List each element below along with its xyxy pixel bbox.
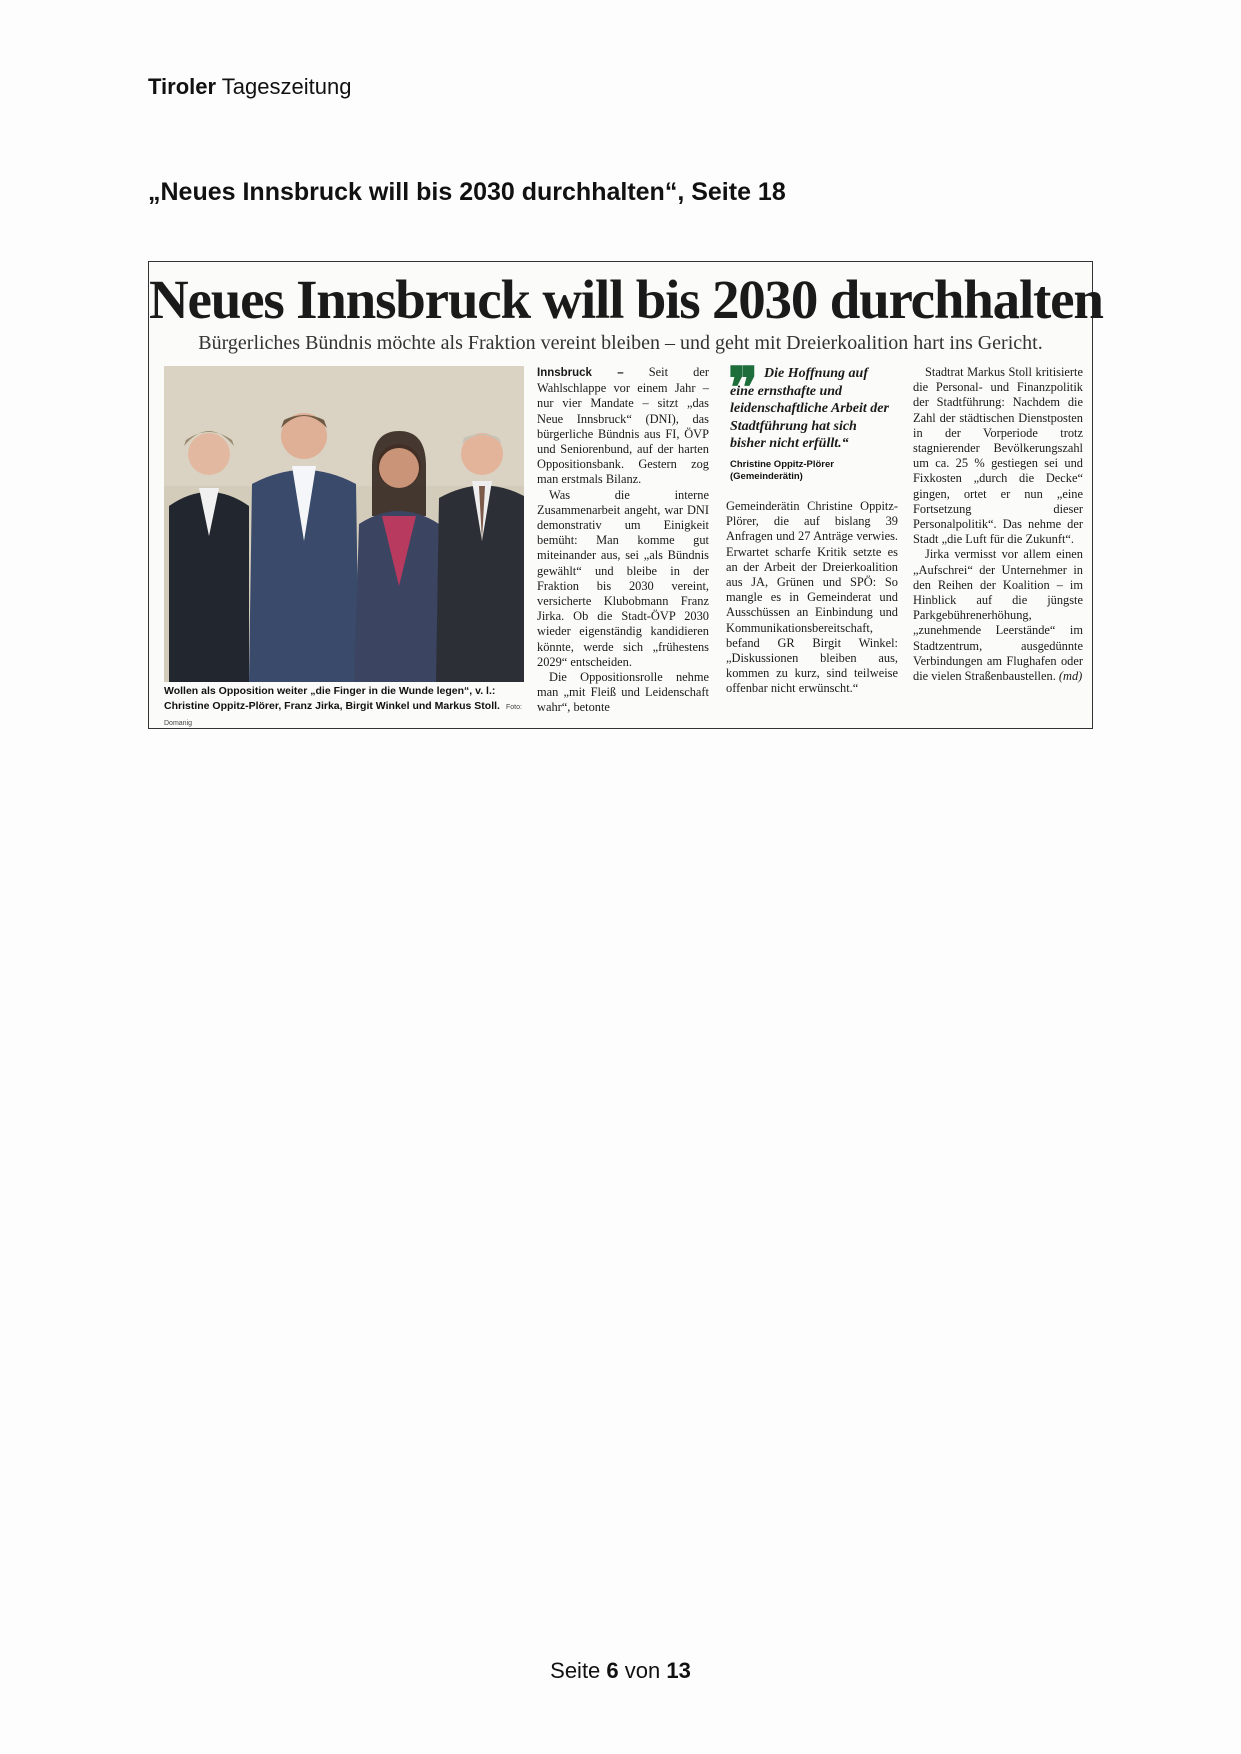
- column-3-paragraph-2: Jirka vermisst vor allem einen „Aufschrei“ der Unternehmer in den Reihen der Koalition – im Hinblick auf die jüngste Parkgebührenerhöhung, „zunehmende Leerstände“ im Stadtzentrum, ausgedünnte Verbindungen am Flughafen oder die vielen Straßenbaustellen.: [913, 547, 1083, 684]
- quote-mark-icon: ❞: [728, 358, 759, 420]
- footer-prefix: Seite: [550, 1658, 607, 1683]
- quote-author-name: Christine Oppitz-Plörer: [730, 459, 834, 470]
- column-1-paragraph-2: Was die interne Zusammenarbeit angeht, war DNI demonstrativ um Einigkeit bemüht: Man komme gut miteinander aus, sei „als Bündnis gewählt“ und bleibe in der Fraktion bis 2030 vereint, versicherte Klubobmann Franz Jirka. Ob die Stadt-ÖVP 2030 wieder eigenständig kandidieren könnte, werde sich „frühestens 2029“ entscheiden.: [537, 487, 709, 669]
- newspaper-name-bold: Tiroler: [148, 74, 217, 99]
- caption-text: Wollen als Opposition weiter „die Finger in die Wunde legen“, v. l.: Christine Oppitz-Plörer, Franz Jirka, Birgit Winkel und Markus Stoll.: [164, 685, 500, 712]
- column-1-paragraph-3: Die Oppositionsrolle nehme man „mit Fleiß und Leidenschaft wahr“, betonte: [537, 670, 709, 715]
- column-1-paragraph-1: Seit der Wahlschlappe vor einem Jahr – nur vier Mandate – sitzt „das Neue Innsbruck“ (DNI), das bürgerliche Bündnis aus FI, ÖVP und Seniorenbund, auf der harten Oppositionsbank. Gestern zog man erstmals Bilanz.: [537, 365, 709, 487]
- column-2-paragraph-1: Gemeinderätin Christine Oppitz-Plörer, die auf bislang 39 Anfragen und 27 Anträge verwies. Erwartet scharfe Kritik setzte es an der Arbeit der Dreierkoalition aus JA, Grünen und SPÖ: So mangle es in Gemeinderat und Ausschüssen an Einbindung und Kommunikationsbereitschaft, befand GR Birgit Winkel: „Diskussionen bleiben aus, kommen zu kurz, sind teilweise offenbar nicht erwünscht.“: [726, 499, 898, 696]
- pull-quote-author: [730, 459, 834, 483]
- footer-page-total: 13: [666, 1658, 691, 1683]
- photo-caption: [164, 684, 526, 731]
- quote-author-role: (Gemeinderätin): [730, 471, 803, 482]
- article-column-3: [913, 365, 1083, 684]
- pull-quote-text: Die Hoffnung auf eine ernsthafte und leidenschaftliche Arbeit der Stadtführung hat sich bisher nicht erfüllt.“: [730, 366, 889, 451]
- newspaper-name: [148, 74, 351, 100]
- article-subline: Bürgerliches Bündnis möchte als Fraktion vereint bleiben – und geht mit Dreierkoalition hart ins Gericht.: [198, 332, 1043, 354]
- photo-credit: Foto: Domanig: [164, 704, 522, 727]
- newspaper-clipping: [148, 261, 1103, 729]
- article-column-2: [726, 499, 898, 697]
- article-photo: [164, 366, 524, 682]
- page-footer: [0, 1658, 1241, 1684]
- author-sign: (md): [1058, 669, 1083, 684]
- clipping-heading: „Neues Innsbruck will bis 2030 durchhalten“, Seite 18: [148, 178, 786, 206]
- article-column-1: [537, 365, 709, 716]
- newspaper-name-rest: Tageszeitung: [216, 74, 352, 99]
- column-3-paragraph-1: Stadtrat Markus Stoll kritisierte die Personal- und Finanzpolitik der Stadtführung: Nachdem die Zahl der städtischen Dienstposten in der Vorperiode trotz stagnierender Bevölkerungszahl um ca. 25 % gestiegen sei und Fixkosten „durch die Decke“ gingen, ortet er nun „eine Fortsetzung dieser Personalpolitik“. Das nehme der Stadt „die Luft für die Zukunft“.: [913, 365, 1083, 547]
- pull-quote: [726, 358, 898, 495]
- group-photo-illustration: [164, 366, 524, 682]
- footer-middle: von: [618, 1658, 667, 1683]
- article-dateline: Innsbruck –: [537, 367, 624, 379]
- article-headline: Neues Innsbruck will bis 2030 durchhalten: [149, 269, 1103, 330]
- footer-page-number: 6: [606, 1658, 619, 1683]
